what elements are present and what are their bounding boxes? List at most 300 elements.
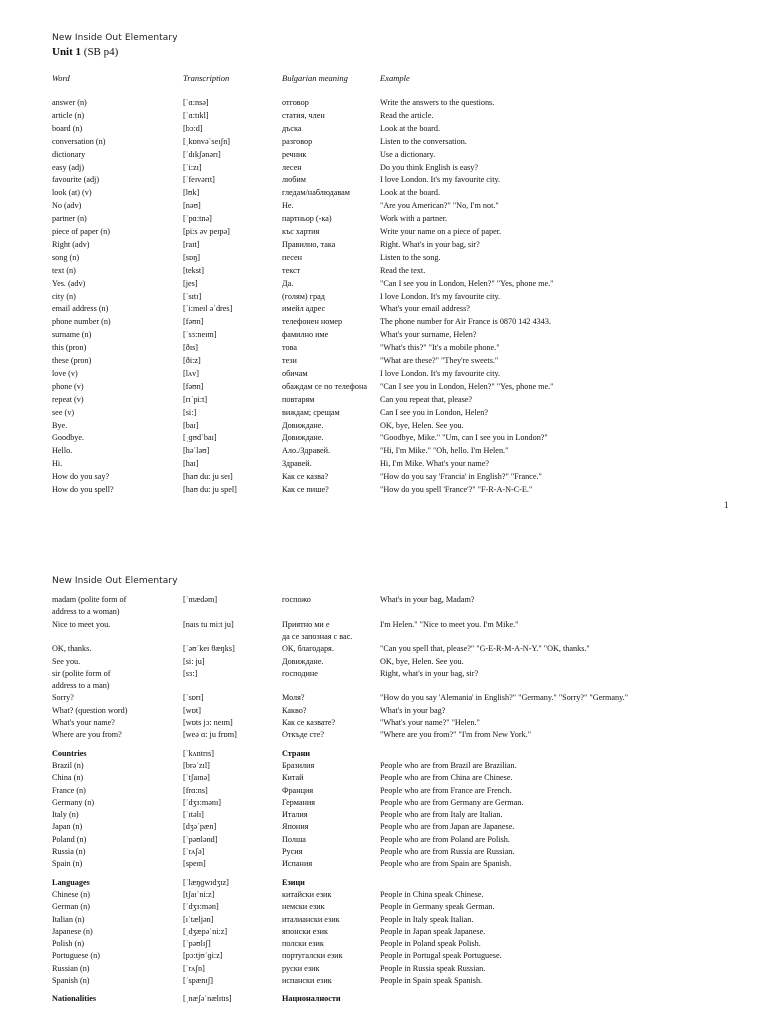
example-cell: "Can I see you in London, Helen?" "Yes, phone me." <box>380 278 554 288</box>
meaning-cell: песен <box>282 252 302 262</box>
example-cell: Work with a partner. <box>380 214 448 224</box>
table-row <box>0 925 768 938</box>
transcription-cell: [ˈmædəm] <box>183 595 218 604</box>
meaning-cell: текст <box>282 265 301 275</box>
column-header-word: Word <box>52 73 70 83</box>
word-cell: France (n) <box>52 785 86 795</box>
meaning-cell: Испания <box>282 859 313 869</box>
transcription-cell: [frɑ:ns] <box>183 785 208 795</box>
meaning-cell: ОК, благодаря. <box>282 644 334 654</box>
example-cell: "Can I see you in London, Helen?" "Yes, phone me." <box>380 381 554 391</box>
word-cell: Portuguese (n) <box>52 951 100 961</box>
word-cell: favourite (adj) <box>52 175 100 185</box>
meaning-cell: Франция <box>282 785 314 795</box>
example-cell: Listen to the conversation. <box>380 136 467 146</box>
transcription-cell: [wɒt] <box>183 705 201 715</box>
transcription-cell: [haɪ] <box>183 459 199 469</box>
column-header-transcription: Transcription <box>183 73 230 83</box>
meaning-cell: повтарям <box>282 394 315 404</box>
transcription-cell: [ˌkɒnvəˈseɪʃn] <box>183 136 231 146</box>
transcription-cell: [dʒəˈpæn] <box>183 822 217 832</box>
meaning-cell: Да. <box>282 278 294 288</box>
table-row <box>0 328 768 341</box>
word-cell: What's your name? <box>52 718 115 727</box>
table-row <box>0 419 768 432</box>
transcription-cell: [rɪˈpi:t] <box>183 394 208 404</box>
transcription-cell: [fəʊn] <box>183 317 204 327</box>
transcription-cell: [pɔ:tjʊˈɡi:z] <box>183 951 223 961</box>
transcription-cell: [weə ɑ: ju frɒm] <box>183 730 237 740</box>
word-cell: Brazil (n) <box>52 760 84 770</box>
example-cell: "What's this?" "It's a mobile phone." <box>380 343 500 353</box>
table-row <box>0 655 768 668</box>
unit-heading <box>52 46 118 58</box>
word-cell: Russian (n) <box>52 963 90 973</box>
meaning-cell: Здравей. <box>282 459 312 469</box>
example-cell: "How do you say 'Francia' in English?" "France." <box>380 472 542 482</box>
transcription-cell: [haʊ du: ju seɪ] <box>183 472 233 482</box>
table-row <box>0 679 768 692</box>
word-cell: Spanish (n) <box>52 976 90 985</box>
table-row <box>0 771 768 784</box>
example-cell: People in Portugal speak Portuguese. <box>380 951 502 961</box>
word-cell: text (n) <box>52 265 76 275</box>
meaning-cell: виждам; срещам <box>282 407 340 417</box>
word-cell: partner (n) <box>52 214 87 224</box>
word-cell: this (pron) <box>52 343 87 353</box>
table-row <box>0 796 768 809</box>
word-cell: Japanese (n) <box>52 926 93 936</box>
example-cell: People who are from Spain are Spanish. <box>380 859 512 869</box>
word-cell: Yes. (adv) <box>52 278 86 288</box>
table-row <box>0 728 768 741</box>
example-cell: "What are these?" "They're sweets." <box>380 356 499 365</box>
transcription-cell: [ɪˈtæljən] <box>183 914 214 924</box>
transcription-cell: [həˈləʊ] <box>183 446 210 456</box>
transcription-cell: [baɪ] <box>183 420 199 430</box>
unit-title: Unit 1 <box>52 46 82 58</box>
transcription-cell: [ˈkʌntrɪs] <box>183 748 214 758</box>
meaning-cell: имейл адрес <box>282 304 326 314</box>
example-cell: "Hi, I'm Mike." "Oh, hello. I'm Helen." <box>380 446 509 456</box>
meaning-cell: обичам <box>282 368 308 378</box>
meaning-cell: господине <box>282 668 318 678</box>
transcription-cell: [ˌɡʊdˈbaɪ] <box>183 433 217 443</box>
transcription-cell: [ˈdʒɜ:mənɪ] <box>183 797 221 807</box>
table-row <box>0 315 768 328</box>
table-row <box>0 784 768 797</box>
table-row <box>0 444 768 457</box>
transcription-cell: [ˈfeɪvərɪt] <box>183 175 215 185</box>
meaning-cell: Япония <box>282 822 309 832</box>
meaning-cell: португалски език <box>282 951 343 961</box>
meaning-cell: тези <box>282 356 297 365</box>
word-cell: China (n) <box>52 773 84 783</box>
table-row <box>0 691 768 704</box>
example-cell: People in Poland speak Polish. <box>380 939 481 949</box>
meaning-cell: Как се пише? <box>282 485 329 494</box>
transcription-cell: [si: ju] <box>183 656 205 666</box>
meaning-cell: Откъде сте? <box>282 730 325 740</box>
word-cell: phone number (n) <box>52 317 111 327</box>
table-row <box>0 937 768 950</box>
example-cell: Hi, I'm Mike. What's your name? <box>380 459 489 469</box>
meaning-cell: Как се казвате? <box>282 718 336 727</box>
example-cell: Write your name on a piece of paper. <box>380 227 502 236</box>
table-row <box>0 238 768 251</box>
transcription-cell: [ði:z] <box>183 356 201 365</box>
word-cell: phone (v) <box>52 381 84 391</box>
transcription-cell: [haʊ du: ju spel] <box>183 485 237 494</box>
word-cell: Spain (n) <box>52 859 83 869</box>
example-cell: Read the text. <box>380 265 426 275</box>
word-cell: answer (n) <box>52 98 87 107</box>
example-cell: People who are from Poland are Polish. <box>380 834 510 844</box>
transcription-cell: [bɔ:d] <box>183 123 203 133</box>
table-row <box>0 225 768 238</box>
example-cell: People in China speak Chinese. <box>380 889 484 899</box>
meaning-cell: Бразилия <box>282 760 315 770</box>
example-cell: "Where are you from?" "I'm from New York." <box>380 730 532 740</box>
table-row <box>0 974 768 987</box>
meaning-cell: гледам/наблюдавам <box>282 188 350 198</box>
transcription-cell: [nəʊ] <box>183 201 201 211</box>
table-row <box>0 913 768 926</box>
example-cell: Look at the board. <box>380 123 441 133</box>
example-cell: Write the answers to the questions. <box>380 98 495 107</box>
word-cell: look (at) (v) <box>52 188 92 198</box>
meaning-cell: Какво? <box>282 705 307 715</box>
word-cell: madam (polite form of <box>52 595 127 604</box>
example-cell: People who are from China are Chinese. <box>380 773 513 783</box>
meaning-cell: полски език <box>282 939 324 949</box>
table-row <box>0 290 768 303</box>
word-cell: Italy (n) <box>52 810 79 820</box>
table-row <box>0 302 768 315</box>
transcription-cell: [naɪs tu mi:t ju] <box>183 619 234 629</box>
table-row <box>0 212 768 225</box>
word-cell: song (n) <box>52 252 80 262</box>
table-row <box>0 667 768 680</box>
example-cell: Use a dictionary. <box>380 149 436 159</box>
meaning-cell: италиански език <box>282 914 340 924</box>
example-cell: What's your surname, Helen? <box>380 330 477 340</box>
transcription-cell: [ˈi:meɪl əˈdres] <box>183 304 233 314</box>
transcription-cell: [ˈrʌʃn] <box>183 963 205 973</box>
example-cell: Right. What's in your bag, sir? <box>380 239 480 249</box>
meaning-cell: Не. <box>282 201 294 211</box>
table-row <box>0 845 768 858</box>
table-row <box>0 900 768 913</box>
example-cell: People in Spain speak Spanish. <box>380 976 483 985</box>
meaning-cell: Италия <box>282 810 308 820</box>
transcription-cell: [pi:s əv peɪpə] <box>183 227 230 236</box>
transcription-cell: [ˌnæʃəˈnælɪtɪs] <box>183 994 232 1004</box>
word-cell: Languages <box>52 877 90 887</box>
word-cell: Where are you from? <box>52 730 122 740</box>
example-cell: People who are from France are French. <box>380 785 512 795</box>
table-row <box>0 876 768 889</box>
word-cell: email address (n) <box>52 304 109 314</box>
table-row <box>0 820 768 833</box>
word-cell: conversation (n) <box>52 136 106 146</box>
table-row <box>0 857 768 870</box>
example-cell: What's in your bag? <box>380 705 446 715</box>
transcription-cell: [tʃaɪˈni:z] <box>183 889 215 899</box>
meaning-cell: Германия <box>282 797 316 807</box>
table-row <box>0 122 768 135</box>
table-row <box>0 716 768 729</box>
word-cell: city (n) <box>52 291 76 301</box>
example-cell: "How do you spell 'France'?" "F-R-A-N-C-E." <box>380 485 533 494</box>
example-cell: Look at the board. <box>380 188 441 198</box>
example-cell: Read the article. <box>380 110 434 120</box>
transcription-cell: [ˈdɪkʃənərɪ] <box>183 149 221 159</box>
example-cell: People in Germany speak German. <box>380 902 495 912</box>
meaning-cell: къс хартия <box>282 227 320 236</box>
table-row <box>0 341 768 354</box>
word-cell: Poland (n) <box>52 834 87 844</box>
meaning-cell: (голям) град <box>282 291 325 301</box>
example-cell: I love London. It's my favourite city. <box>380 368 501 378</box>
example-cell: Do you think English is easy? <box>380 162 479 172</box>
meaning-cell: Езици <box>282 877 305 887</box>
table-row <box>0 808 768 821</box>
table-row <box>0 747 768 760</box>
word-cell: repeat (v) <box>52 394 84 404</box>
transcription-cell: [lʌv] <box>183 368 199 378</box>
meaning-cell: обаждам се по телефона <box>282 381 367 391</box>
word-cell: Italian (n) <box>52 914 85 924</box>
word-cell: OK, thanks. <box>52 644 92 654</box>
meaning-cell: Приятно ми е <box>282 619 330 629</box>
transcription-cell: [ðɪs] <box>183 343 199 353</box>
word-cell: address to a man) <box>52 681 110 691</box>
example-cell: "What's your name?" "Helen." <box>380 718 480 727</box>
table-row <box>0 264 768 277</box>
word-cell: Bye. <box>52 420 68 430</box>
example-cell: "Are you American?" "No, I'm not." <box>380 201 499 211</box>
table-row <box>0 380 768 393</box>
table-row <box>0 470 768 483</box>
word-cell: piece of paper (n) <box>52 227 110 236</box>
meaning-cell: разговор <box>282 136 313 146</box>
meaning-cell: фамилно име <box>282 330 329 340</box>
transcription-cell: [sɜ:] <box>183 668 198 678</box>
meaning-cell: Националности <box>282 994 341 1004</box>
column-header-bulgarian: Bulgarian meaning <box>282 73 348 83</box>
word-cell: these (pron) <box>52 356 92 365</box>
transcription-cell: [ˈrʌʃə] <box>183 847 205 856</box>
transcription-cell: [ˈəʊˈkeɪ θæŋks] <box>183 644 235 654</box>
word-cell: love (v) <box>52 368 78 378</box>
word-cell: German (n) <box>52 902 90 912</box>
table-row <box>0 173 768 186</box>
example-cell: People in Russia speak Russian. <box>380 963 486 973</box>
transcription-cell: [ˈdʒɜ:mən] <box>183 902 219 912</box>
word-cell: No (adv) <box>52 201 82 211</box>
transcription-cell: [ˈɑ:tɪkl] <box>183 110 209 120</box>
word-cell: dictionary <box>52 149 86 159</box>
transcription-cell: [ˈi:zɪ] <box>183 162 202 172</box>
table-row <box>0 630 768 643</box>
page-number: 1 <box>724 500 729 510</box>
table-row <box>0 962 768 975</box>
example-cell: "How do you say 'Alemania' in English?" "Germany." "Sorry?" "Germany." <box>380 693 629 703</box>
word-cell: surname (n) <box>52 330 92 340</box>
word-cell: Sorry? <box>52 693 74 703</box>
table-row <box>0 618 768 631</box>
example-cell: Right, what's in your bag, sir? <box>380 668 479 678</box>
meaning-cell: испански език <box>282 976 332 985</box>
meaning-cell: любим <box>282 175 306 185</box>
table-row <box>0 393 768 406</box>
example-cell: People in Italy speak Italian. <box>380 914 474 924</box>
example-cell: I love London. It's my favourite city. <box>380 175 501 185</box>
transcription-cell: [wɒts jɔ: neɪm] <box>183 718 233 727</box>
word-cell: address to a woman) <box>52 607 120 617</box>
meaning-cell: речник <box>282 149 307 159</box>
word-cell: see (v) <box>52 407 75 417</box>
word-cell: Germany (n) <box>52 797 95 807</box>
transcription-cell: [ˈpɑ:tnə] <box>183 214 212 224</box>
table-row <box>0 161 768 174</box>
example-cell: I love London. It's my favourite city. <box>380 291 501 301</box>
word-cell: easy (adj) <box>52 162 85 172</box>
meaning-cell: Китай <box>282 773 304 783</box>
table-row <box>0 96 768 109</box>
word-cell: board (n) <box>52 123 83 133</box>
transcription-cell: [ˈsɜ:neɪm] <box>183 330 217 340</box>
example-cell: What's in your bag, Madam? <box>380 595 475 604</box>
transcription-cell: [fəʊn] <box>183 381 204 391</box>
table-row <box>0 949 768 962</box>
table-row <box>0 186 768 199</box>
table-row <box>0 148 768 161</box>
meaning-cell: отговор <box>282 98 309 107</box>
word-cell: Polish (n) <box>52 939 85 949</box>
meaning-cell: немски език <box>282 902 325 912</box>
word-cell: Countries <box>52 748 87 758</box>
table-row <box>0 109 768 122</box>
meaning-cell: Полша <box>282 834 306 844</box>
table-row <box>0 704 768 717</box>
word-cell: Right (adv) <box>52 239 90 249</box>
meaning-cell: Русия <box>282 847 303 856</box>
transcription-cell: [ˌdʒæpəˈni:z] <box>183 926 228 936</box>
example-cell: People in Japan speak Japanese. <box>380 926 486 936</box>
transcription-cell: [speɪn] <box>183 859 206 869</box>
meaning-cell: това <box>282 343 297 353</box>
table-row <box>0 759 768 772</box>
meaning-cell: лесен <box>282 162 302 172</box>
word-cell: sir (polite form of <box>52 668 111 678</box>
meaning-cell: Довиждане. <box>282 420 324 430</box>
word-cell: How do you spell? <box>52 485 114 494</box>
meaning-cell: Правилно, така <box>282 239 336 249</box>
transcription-cell: [ˈlæŋɡwɪdʒɪz] <box>183 877 229 887</box>
table-row <box>0 593 768 606</box>
table-row <box>0 992 768 1005</box>
page-header: New Inside Out Elementary <box>52 576 178 586</box>
meaning-cell: китайски език <box>282 889 332 899</box>
transcription-cell: [ˈtʃaɪnə] <box>183 773 210 783</box>
transcription-cell: [raɪt] <box>183 239 200 249</box>
example-cell: The phone number for Air France is 0870 142 4343. <box>380 317 551 327</box>
word-cell: How do you say? <box>52 472 110 482</box>
transcription-cell: [si:] <box>183 407 197 417</box>
example-cell: People who are from Germany are German. <box>380 797 524 807</box>
transcription-cell: [ˈpəʊlɪʃ] <box>183 939 211 949</box>
transcription-cell: [ˈɑ:nsə] <box>183 98 209 107</box>
meaning-cell: Ало./Здравей. <box>282 446 331 456</box>
table-row <box>0 367 768 380</box>
word-cell: Hello. <box>52 446 73 456</box>
table-row <box>0 605 768 618</box>
example-cell: Can I see you in London, Helen? <box>380 407 489 417</box>
table-row <box>0 431 768 444</box>
table-row <box>0 251 768 264</box>
word-cell: Goodbye. <box>52 433 85 443</box>
transcription-cell: [tekst] <box>183 265 204 275</box>
meaning-cell: госпожо <box>282 595 311 604</box>
word-cell: Chinese (n) <box>52 889 90 899</box>
table-row <box>0 457 768 470</box>
word-cell: What? (question word) <box>52 705 128 715</box>
word-cell: article (n) <box>52 110 85 120</box>
meaning-cell: да се запозная с вас. <box>282 631 353 641</box>
table-row <box>0 199 768 212</box>
example-cell: "Can you spell that, please?" "G-E-R-M-A-N-Y." "OK, thanks." <box>380 644 590 654</box>
table-row <box>0 642 768 655</box>
transcription-cell: [ˈspænɪʃ] <box>183 976 214 985</box>
word-cell: Japan (n) <box>52 822 83 832</box>
meaning-cell: дъска <box>282 123 302 133</box>
word-cell: See you. <box>52 656 81 666</box>
example-cell: Listen to the song. <box>380 252 441 262</box>
example-cell: People who are from Russia are Russian. <box>380 847 515 856</box>
meaning-cell: Довиждане. <box>282 656 324 666</box>
table-row <box>0 888 768 901</box>
meaning-cell: Моля? <box>282 693 305 703</box>
word-cell: Hi. <box>52 459 63 469</box>
table-row <box>0 833 768 846</box>
word-cell: Nice to meet you. <box>52 619 111 629</box>
page-header: New Inside Out Elementary <box>52 33 178 43</box>
transcription-cell: [jes] <box>183 278 198 288</box>
meaning-cell: Страни <box>282 748 311 758</box>
meaning-cell: Как се казва? <box>282 472 329 482</box>
example-cell: Can you repeat that, please? <box>380 394 473 404</box>
transcription-cell: [ˈsɒrɪ] <box>183 693 204 703</box>
meaning-cell: Довиждане. <box>282 433 324 443</box>
example-cell: "Goodbye, Mike." "Um, can I see you in London?" <box>380 433 548 443</box>
example-cell: OK, bye, Helen. See you. <box>380 656 464 666</box>
table-row <box>0 406 768 419</box>
column-header-example: Example <box>380 73 410 83</box>
meaning-cell: руски език <box>282 963 320 973</box>
example-cell: People who are from Brazil are Brazilian. <box>380 760 517 770</box>
example-cell: People who are from Italy are Italian. <box>380 810 503 820</box>
transcription-cell: [lʊk] <box>183 188 200 198</box>
example-cell: OK, bye, Helen. See you. <box>380 420 464 430</box>
transcription-cell: [brəˈzɪl] <box>183 760 210 770</box>
table-row <box>0 354 768 367</box>
transcription-cell: [ˈpəʊlənd] <box>183 834 218 844</box>
transcription-cell: [sɒŋ] <box>183 252 200 262</box>
meaning-cell: японски език <box>282 926 328 936</box>
transcription-cell: [ˈɪtəlɪ] <box>183 810 204 820</box>
